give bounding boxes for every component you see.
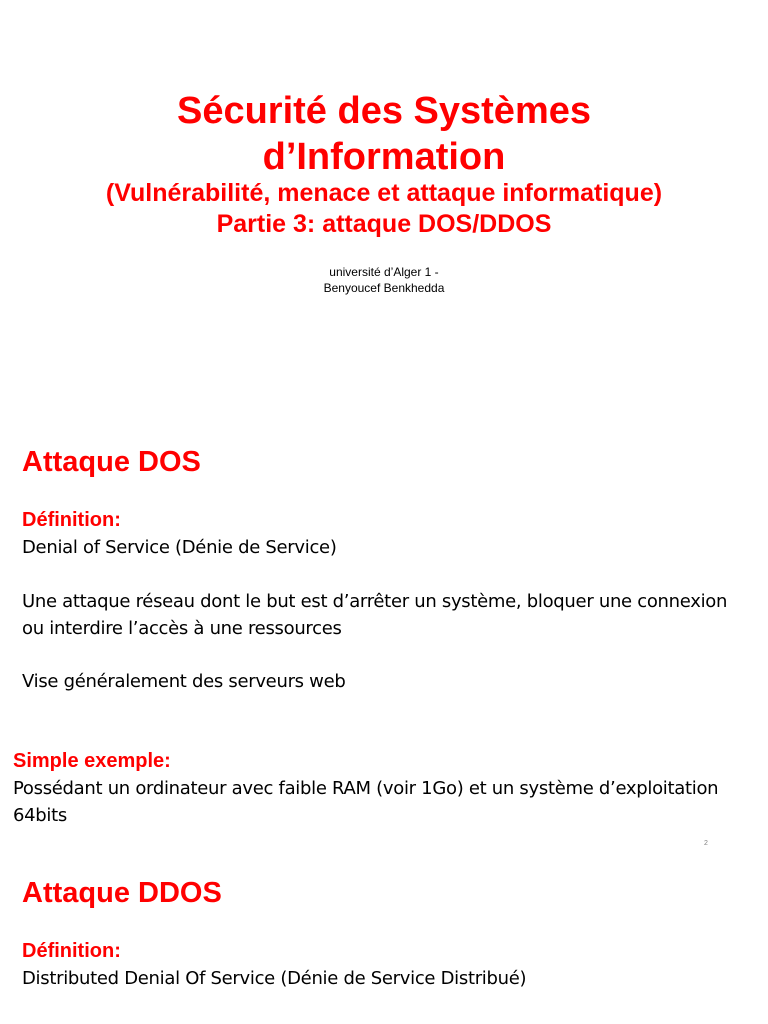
ddos-definition-text: Distributed Denial Of Service (Dénie de Service Distribué) xyxy=(22,968,527,989)
title-line-1: Sécurité des Systèmes xyxy=(176,90,591,132)
dos-heading: Attaque DOS xyxy=(22,446,201,478)
dos-example-label: Simple exemple: xyxy=(13,750,171,772)
subtitle-line-2: Partie 3: attaque DOS/DDOS xyxy=(216,210,552,238)
dos-definition-label: Définition: xyxy=(22,509,121,531)
dos-description-line-1: Une attaque réseau dont le but est d’arrêter un système, bloquer une connexion xyxy=(22,591,728,612)
institution-line-2: Benyoucef Benkhedda xyxy=(323,281,445,295)
dos-target-text: Vise généralement des serveurs web xyxy=(22,671,346,692)
dos-example-line-2: 64bits xyxy=(13,805,67,826)
dos-definition-text: Denial of Service (Dénie de Service) xyxy=(22,537,337,558)
page-number: 2 xyxy=(704,840,708,847)
ddos-definition-label: Définition: xyxy=(22,940,121,962)
dos-description-line-2: ou interdire l’accès à une ressources xyxy=(22,618,342,639)
subtitle-line-1: (Vulnérabilité, menace et attaque informatique) xyxy=(105,179,663,207)
dos-example-line-1: Possédant un ordinateur avec faible RAM (voir 1Go) et un système d’exploitation xyxy=(13,778,719,799)
ddos-heading: Attaque DDOS xyxy=(22,877,222,909)
title-line-2: d’Information xyxy=(262,136,506,178)
institution-line-1: université d’Alger 1 - xyxy=(329,265,439,279)
